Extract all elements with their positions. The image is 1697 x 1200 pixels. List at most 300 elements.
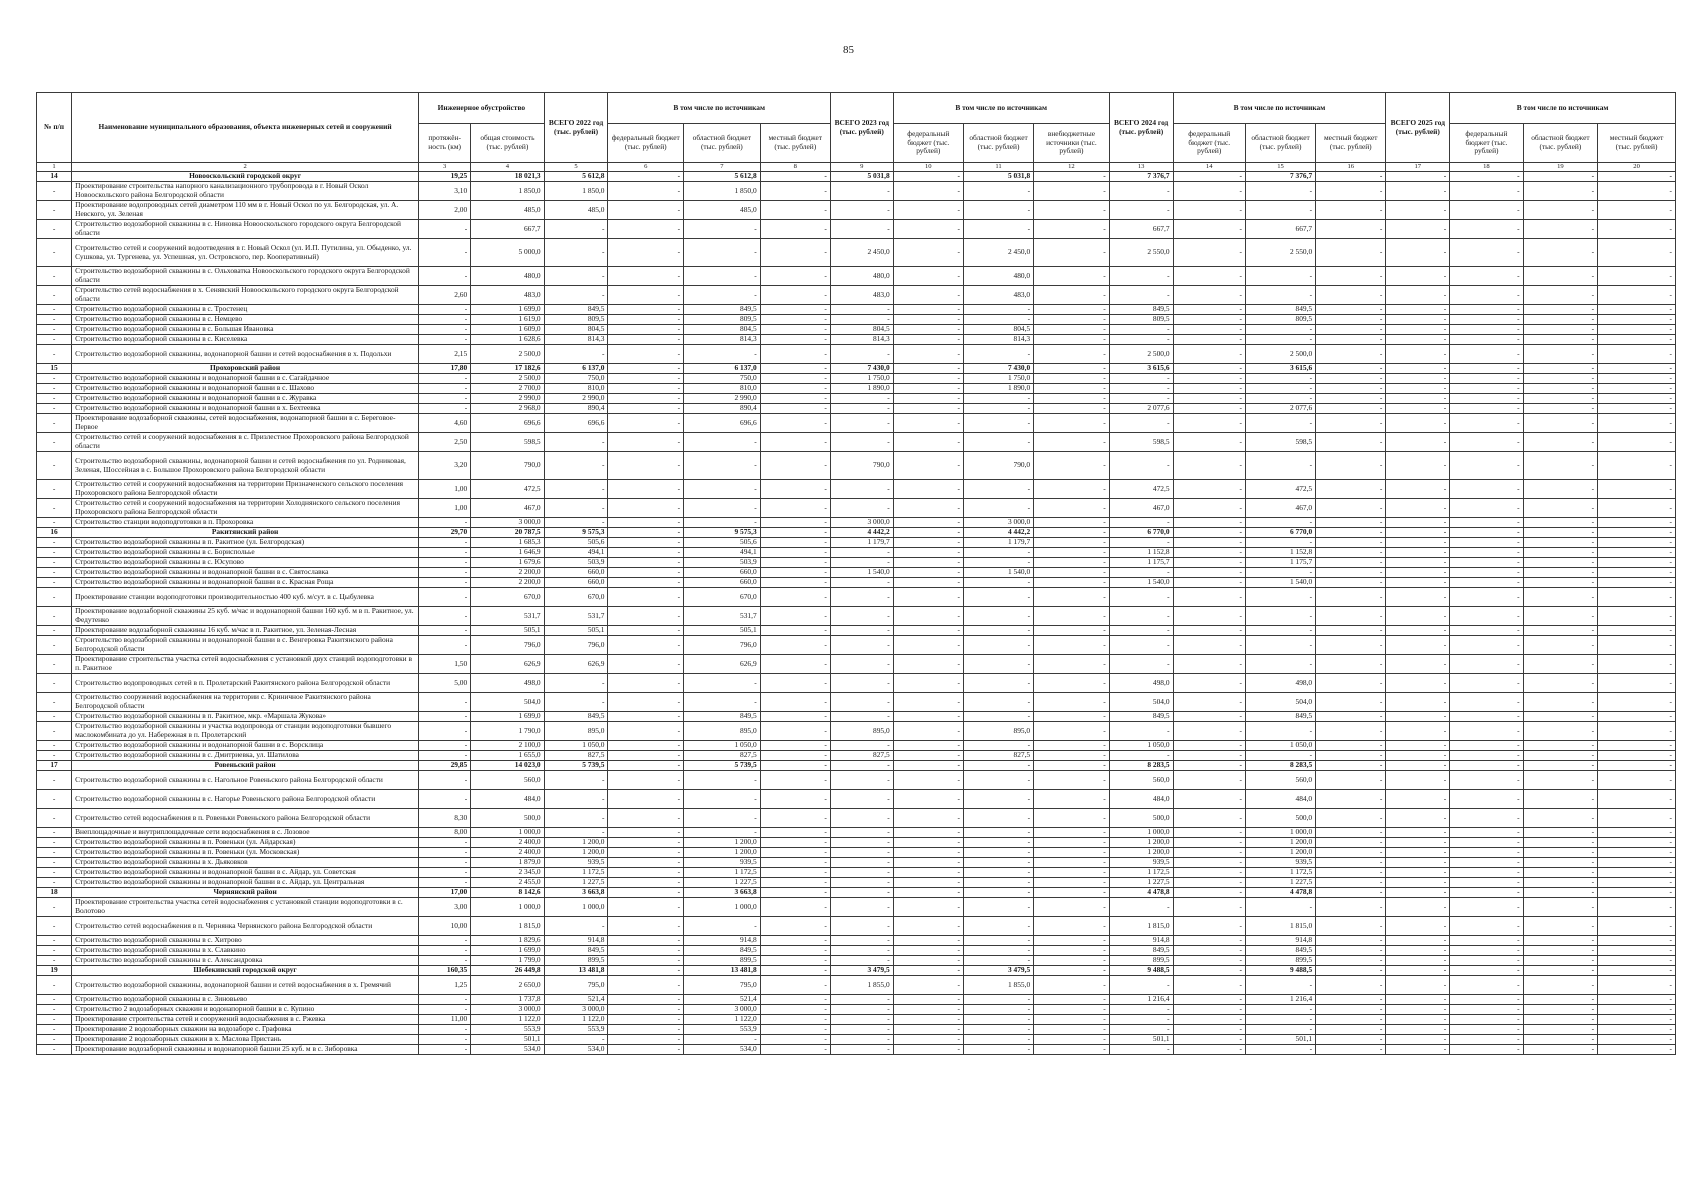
cell-value: - — [544, 452, 608, 480]
cell-value: - — [1173, 946, 1245, 956]
cell-value: - — [1450, 809, 1523, 828]
cell-value: - — [1523, 626, 1598, 636]
cell-value: - — [1245, 636, 1315, 655]
cell-value: 849,5 — [1245, 712, 1315, 722]
cell-value: 667,7 — [471, 220, 544, 239]
cell-value: - — [760, 917, 830, 936]
cell-value: - — [684, 286, 761, 305]
cell-value: - — [1598, 712, 1676, 722]
cell-value: - — [1598, 335, 1676, 345]
cell-value: - — [608, 374, 684, 384]
cell-value: - — [544, 917, 608, 936]
cell-value: - — [608, 364, 684, 374]
cell-value: - — [1450, 636, 1523, 655]
cell-value: - — [1173, 384, 1245, 394]
cell-index: 17 — [37, 761, 72, 771]
column-number: 11 — [963, 163, 1033, 172]
cell-value: 7 376,7 — [1245, 172, 1315, 182]
cell-value: - — [893, 966, 963, 976]
cell-value: - — [1598, 809, 1676, 828]
cell-value: - — [760, 674, 830, 693]
cell-value: - — [760, 898, 830, 917]
cell-value: - — [419, 548, 471, 558]
cell-value: - — [1173, 1035, 1245, 1045]
cell-value: 827,5 — [963, 751, 1033, 761]
cell-value: 553,9 — [471, 1025, 544, 1035]
cell-value: - — [419, 868, 471, 878]
cell-value: - — [608, 528, 684, 538]
cell-value: - — [830, 305, 893, 315]
cell-value: - — [608, 315, 684, 325]
cell-value: 1 737,8 — [471, 995, 544, 1005]
cell-value: 2 500,0 — [1109, 345, 1173, 364]
cell-value: - — [760, 995, 830, 1005]
cell-value: - — [830, 838, 893, 848]
cell-value: - — [893, 394, 963, 404]
cell-value: - — [1109, 1015, 1173, 1025]
cell-value: 849,5 — [1109, 946, 1173, 956]
cell-index: 15 — [37, 364, 72, 374]
cell-value: - — [1386, 898, 1450, 917]
cell-value: - — [1523, 384, 1598, 394]
cell-value: - — [419, 1045, 471, 1055]
cell-value: - — [1450, 364, 1523, 374]
cell-value: - — [963, 548, 1033, 558]
cell-name: Строительство сетей и сооружений водоснабжения на территории Холоднянского сельского поселения Прохоровского района Белгородской области — [72, 499, 419, 518]
cell-value: - — [1386, 499, 1450, 518]
cell-value: - — [608, 433, 684, 452]
cell-value: - — [1523, 414, 1598, 433]
cell-value: - — [1386, 1035, 1450, 1045]
cell-value: 810,0 — [544, 384, 608, 394]
cell-index: - — [37, 878, 72, 888]
cell-value: - — [963, 741, 1033, 751]
cell-value: - — [893, 528, 963, 538]
cell-value: - — [1034, 1025, 1110, 1035]
cell-value: - — [1034, 315, 1110, 325]
cell-value: - — [1173, 239, 1245, 267]
cell-value: - — [830, 404, 893, 414]
group-row — [37, 172, 1676, 182]
cell-value: - — [1450, 722, 1523, 741]
cell-value: - — [1450, 404, 1523, 414]
cell-value: 8,30 — [419, 809, 471, 828]
cell-value: - — [1386, 568, 1450, 578]
cell-value: - — [419, 878, 471, 888]
cell-value: - — [1173, 220, 1245, 239]
cell-value: - — [608, 868, 684, 878]
cell-value: - — [1316, 404, 1386, 414]
cell-value: - — [1598, 936, 1676, 946]
cell-value: 484,0 — [471, 790, 544, 809]
cell-value: 1 815,0 — [1245, 917, 1315, 936]
cell-value: - — [419, 578, 471, 588]
cell-value: - — [893, 384, 963, 394]
cell-value: - — [1523, 305, 1598, 315]
cell-value: - — [1386, 325, 1450, 335]
cell-value: - — [1245, 325, 1315, 335]
cell-value: - — [760, 172, 830, 182]
cell-value: 4 442,2 — [830, 528, 893, 538]
cell-value: - — [1316, 790, 1386, 809]
cell-index: - — [37, 538, 72, 548]
cell-value: - — [1450, 548, 1523, 558]
cell-value: 1 829,6 — [471, 936, 544, 946]
cell-index: - — [37, 712, 72, 722]
cell-value: - — [1316, 1045, 1386, 1055]
cell-value: - — [963, 305, 1033, 315]
cell-value: - — [760, 528, 830, 538]
header-infra: Инженерное обустройство — [419, 93, 545, 124]
cell-value: - — [1450, 674, 1523, 693]
cell-value: - — [1386, 1025, 1450, 1035]
cell-value: - — [963, 655, 1033, 674]
cell-value: - — [760, 712, 830, 722]
cell-value: - — [1316, 607, 1386, 626]
cell-value: - — [1523, 917, 1598, 936]
cell-value: - — [419, 568, 471, 578]
cell-value: 17 182,6 — [471, 364, 544, 374]
cell-value: - — [1386, 790, 1450, 809]
cell-value: - — [1523, 1025, 1598, 1035]
cell-value: - — [1034, 335, 1110, 345]
cell-value: 560,0 — [1245, 771, 1315, 790]
cell-value: - — [1598, 838, 1676, 848]
cell-value: - — [1386, 286, 1450, 305]
cell-value: 1 750,0 — [963, 374, 1033, 384]
header-sources-2022: В том числе по источникам — [608, 93, 830, 124]
cell-value: - — [1173, 480, 1245, 499]
cell-value: 1 227,5 — [1109, 878, 1173, 888]
cell-value: - — [1316, 325, 1386, 335]
cell-value: 485,0 — [684, 201, 761, 220]
cell-value: - — [1598, 917, 1676, 936]
cell-value: - — [544, 433, 608, 452]
cell-value: - — [963, 936, 1033, 946]
cell-value: - — [1034, 741, 1110, 751]
column-number: 1 — [37, 163, 72, 172]
cell-value: - — [608, 588, 684, 607]
cell-name: Строительство водозаборной скважины в с. Тростенец — [72, 305, 419, 315]
cell-value: 480,0 — [471, 267, 544, 286]
cell-value: - — [963, 674, 1033, 693]
cell-value: - — [419, 305, 471, 315]
cell-value: - — [893, 558, 963, 568]
cell-value: - — [1386, 838, 1450, 848]
cell-value: - — [1598, 182, 1676, 201]
cell-name: Строительство водозаборной скважины, водонапорной башни и сетей водоснабжения по ул. Родниковая, Зеленая, Шоссейная в с. Большое Прохоровского района Белгородской области — [72, 452, 419, 480]
cell-value: 1 855,0 — [830, 976, 893, 995]
cell-value: 3 000,0 — [471, 1005, 544, 1015]
cell-value: 809,5 — [684, 315, 761, 325]
cell-value: 13 481,8 — [684, 966, 761, 976]
cell-value: - — [760, 201, 830, 220]
cell-value: 1 799,0 — [471, 956, 544, 966]
cell-value: - — [1245, 374, 1315, 384]
table-row — [37, 976, 1676, 995]
cell-index: - — [37, 588, 72, 607]
cell-value: - — [608, 790, 684, 809]
cell-index: - — [37, 558, 72, 568]
cell-value: 804,5 — [963, 325, 1033, 335]
cell-value: 9 575,3 — [684, 528, 761, 538]
cell-value: 2 450,0 — [963, 239, 1033, 267]
cell-value: - — [608, 995, 684, 1005]
cell-value: - — [1386, 936, 1450, 946]
table-row — [37, 790, 1676, 809]
table-row — [37, 878, 1676, 888]
header-regional-2024: областной бюджет (тыс. рублей) — [1245, 124, 1315, 163]
cell-value: - — [1598, 528, 1676, 538]
cell-value: - — [760, 404, 830, 414]
cell-value: - — [1523, 741, 1598, 751]
cell-value: - — [1523, 966, 1598, 976]
cell-value: - — [1598, 538, 1676, 548]
cell-value: - — [1173, 888, 1245, 898]
cell-value: - — [1386, 315, 1450, 325]
cell-value: - — [608, 172, 684, 182]
cell-value: - — [608, 548, 684, 558]
cell-value: 849,5 — [1245, 305, 1315, 315]
cell-value: - — [1109, 452, 1173, 480]
table-row — [37, 995, 1676, 1005]
cell-value: - — [1386, 956, 1450, 966]
cell-value: - — [1386, 976, 1450, 995]
cell-value: - — [760, 809, 830, 828]
cell-value: - — [1386, 305, 1450, 315]
cell-value: - — [419, 626, 471, 636]
cell-value: - — [1245, 267, 1315, 286]
cell-value: - — [1173, 966, 1245, 976]
cell-value: - — [830, 578, 893, 588]
cell-value: 1 200,0 — [1109, 848, 1173, 858]
cell-value: - — [1034, 790, 1110, 809]
table-row — [37, 239, 1676, 267]
header-federal-2025: федеральный бюджет (тыс. рублей) — [1450, 124, 1523, 163]
cell-value: - — [1109, 976, 1173, 995]
cell-index: - — [37, 548, 72, 558]
cell-value: - — [1598, 345, 1676, 364]
cell-value: 521,4 — [684, 995, 761, 1005]
cell-value: - — [419, 751, 471, 761]
cell-value: - — [1109, 286, 1173, 305]
cell-value: - — [830, 548, 893, 558]
cell-value: - — [684, 917, 761, 936]
cell-value: - — [1245, 384, 1315, 394]
cell-value: - — [608, 182, 684, 201]
cell-value: - — [1523, 548, 1598, 558]
cell-value: - — [830, 956, 893, 966]
table-row — [37, 286, 1676, 305]
cell-value: - — [1450, 956, 1523, 966]
cell-value: - — [1245, 626, 1315, 636]
cell-value: 827,5 — [830, 751, 893, 761]
cell-value: - — [1316, 305, 1386, 315]
cell-value: - — [1523, 1005, 1598, 1015]
cell-name: Строительство сетей и сооружений водоснабжения в с. Призлестное Прохоровского района Белгородской области — [72, 433, 419, 452]
group-row — [37, 528, 1676, 538]
cell-value: - — [1598, 607, 1676, 626]
cell-value: - — [419, 607, 471, 626]
cell-value: - — [963, 626, 1033, 636]
cell-value: - — [684, 452, 761, 480]
cell-value: - — [1386, 712, 1450, 722]
cell-value: - — [760, 976, 830, 995]
cell-value: 1 200,0 — [684, 838, 761, 848]
cell-value: - — [1316, 878, 1386, 888]
cell-value: 560,0 — [1109, 771, 1173, 790]
cell-value: - — [1173, 976, 1245, 995]
cell-value: - — [419, 220, 471, 239]
cell-value: - — [1598, 404, 1676, 414]
cell-value: - — [1598, 558, 1676, 568]
cell-value: - — [1316, 538, 1386, 548]
cell-value: - — [1316, 374, 1386, 384]
cell-value: - — [608, 751, 684, 761]
cell-value: - — [608, 693, 684, 712]
cell-value: - — [1173, 345, 1245, 364]
cell-value: - — [608, 761, 684, 771]
cell-value: - — [1316, 848, 1386, 858]
cell-value: - — [544, 518, 608, 528]
cell-value: - — [963, 578, 1033, 588]
cell-index: - — [37, 838, 72, 848]
table-row — [37, 1015, 1676, 1025]
cell-value: - — [1245, 588, 1315, 607]
cell-value: 1 879,0 — [471, 858, 544, 868]
page-number: 85 — [843, 44, 854, 56]
cell-value: - — [1173, 956, 1245, 966]
cell-value: 1 850,0 — [684, 182, 761, 201]
cell-name: Проектирование 2 водозаборных скважин на водозаборе с. Графовка — [72, 1025, 419, 1035]
cell-value: 1 685,3 — [471, 538, 544, 548]
cell-value: - — [760, 828, 830, 838]
cell-value: - — [1523, 172, 1598, 182]
cell-value: - — [1523, 1035, 1598, 1045]
cell-value: - — [830, 636, 893, 655]
cell-value: - — [1316, 712, 1386, 722]
cell-value: - — [1450, 182, 1523, 201]
cell-value: - — [893, 267, 963, 286]
cell-value: - — [1450, 518, 1523, 528]
cell-value: - — [1316, 809, 1386, 828]
cell-value: 939,5 — [1245, 858, 1315, 868]
cell-value: 472,5 — [1109, 480, 1173, 499]
cell-value: - — [760, 538, 830, 548]
cell-value: - — [1598, 1025, 1676, 1035]
cell-value: - — [1450, 828, 1523, 838]
cell-value: - — [963, 809, 1033, 828]
cell-value: - — [830, 558, 893, 568]
cell-value: 531,7 — [684, 607, 761, 626]
header-total-2022: ВСЕГО 2022 год (тыс. рублей) — [544, 93, 608, 163]
cell-value: - — [1034, 995, 1110, 1005]
cell-value: - — [830, 607, 893, 626]
cell-value: - — [1173, 771, 1245, 790]
cell-value: - — [608, 518, 684, 528]
cell-value: 849,5 — [684, 946, 761, 956]
cell-index: - — [37, 809, 72, 828]
cell-index: - — [37, 655, 72, 674]
cell-value: - — [1034, 1045, 1110, 1055]
cell-value: - — [1173, 878, 1245, 888]
cell-value: - — [1245, 1045, 1315, 1055]
cell-value: 2 550,0 — [1109, 239, 1173, 267]
cell-value: - — [608, 946, 684, 956]
cell-value: 1 619,0 — [471, 315, 544, 325]
cell-value: - — [1245, 898, 1315, 917]
cell-value: - — [1034, 868, 1110, 878]
cell-value: 1 050,0 — [684, 741, 761, 751]
cell-value: - — [760, 838, 830, 848]
cell-value: 1 172,5 — [1109, 868, 1173, 878]
cell-value: - — [1316, 568, 1386, 578]
cell-value: - — [1173, 761, 1245, 771]
cell-value: - — [963, 761, 1033, 771]
cell-value: - — [1109, 414, 1173, 433]
cell-name: Внеплощадочные и внутриплощадочные сети водоснабжения в с. Лозовое — [72, 828, 419, 838]
cell-value: 827,5 — [544, 751, 608, 761]
cell-value: 20 787,5 — [471, 528, 544, 538]
cell-value: 1 850,0 — [544, 182, 608, 201]
cell-value: - — [830, 315, 893, 325]
cell-value: - — [1245, 414, 1315, 433]
cell-value: - — [893, 568, 963, 578]
cell-value: 500,0 — [1245, 809, 1315, 828]
cell-value: - — [608, 578, 684, 588]
table-row — [37, 828, 1676, 838]
cell-value: - — [1034, 345, 1110, 364]
cell-value: - — [963, 480, 1033, 499]
cell-value: - — [760, 345, 830, 364]
cell-value: 1 179,7 — [963, 538, 1033, 548]
cell-value: - — [1450, 771, 1523, 790]
cell-value: - — [608, 345, 684, 364]
cell-name: Строительство водозаборной скважины в с. Хитрово — [72, 936, 419, 946]
cell-value: - — [963, 693, 1033, 712]
table-row — [37, 838, 1676, 848]
cell-value: 3 479,5 — [830, 966, 893, 976]
cell-value: - — [760, 518, 830, 528]
table-row — [37, 267, 1676, 286]
cell-value: - — [760, 335, 830, 345]
cell-value: 5 031,8 — [963, 172, 1033, 182]
cell-value: 534,0 — [471, 1045, 544, 1055]
group-row — [37, 966, 1676, 976]
cell-value: - — [1034, 976, 1110, 995]
cell-value: 1 050,0 — [544, 741, 608, 751]
cell-value: 660,0 — [684, 578, 761, 588]
cell-value: 598,5 — [1109, 433, 1173, 452]
cell-value: - — [1034, 480, 1110, 499]
cell-value: 553,9 — [684, 1025, 761, 1035]
cell-index: - — [37, 636, 72, 655]
cell-value: - — [893, 712, 963, 722]
cell-value: - — [1316, 888, 1386, 898]
cell-value: - — [1450, 305, 1523, 315]
cell-value: - — [1386, 636, 1450, 655]
cell-value: - — [1034, 848, 1110, 858]
cell-value: - — [893, 452, 963, 480]
cell-value: - — [1450, 394, 1523, 404]
header-length: протяжён-ность (км) — [419, 124, 471, 163]
cell-value: - — [893, 182, 963, 201]
cell-value: - — [1173, 433, 1245, 452]
cell-name: Строительство водозаборной скважины в с. Александровка — [72, 956, 419, 966]
cell-value: - — [1386, 995, 1450, 1005]
cell-value: - — [1173, 404, 1245, 414]
cell-value: - — [1523, 761, 1598, 771]
